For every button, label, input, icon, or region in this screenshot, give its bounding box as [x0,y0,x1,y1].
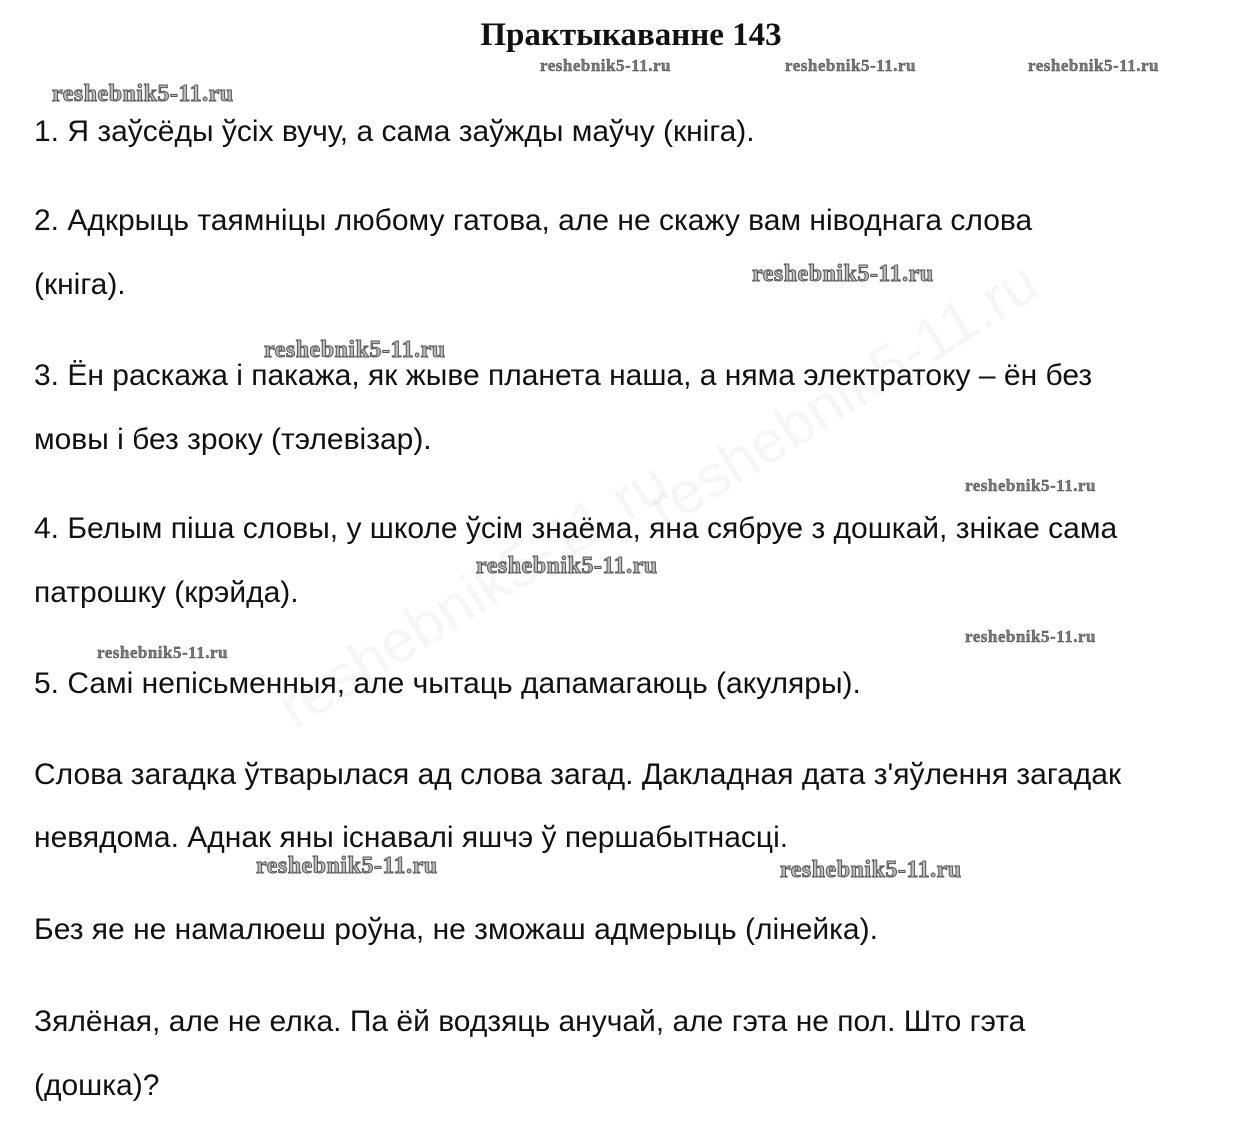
riddle-3-line-2: мовы і без зроку (тэлевізар). [34,423,432,456]
riddle-2-line-2: (кніга). [34,268,126,301]
riddle-4-line-1: 4. Белым пішa словы, у школе ўсім знаёма, яна сябруе з дошкай, знікае сама [34,512,1118,545]
watermark-text: reshebnik5-11.ru [256,853,438,879]
page-title: Практыкаванне 143 [480,17,782,53]
watermark-text: reshebnik5-11.ru [752,261,934,287]
riddle-3-line-1: 3. Ён раскажа і пакажа, як жыве планета наша, а няма электратоку – ён без [34,359,1093,392]
paragraph-line-2: невядома. Аднак яны існавалі яшчэ ў першабытнасці. [34,821,789,854]
watermark-text: reshebnik5-11.ru [780,857,962,883]
watermark-text: reshebnik5-11.ru [476,553,658,579]
watermark-text: reshebnik5-11.ru [1028,56,1159,75]
watermark-text: reshebnik5-11.ru [52,81,234,107]
watermark-text: reshebnik5-11.ru [965,476,1096,495]
paragraph-line-1: Слова загадка ўтварылася ад слова загад. Дакладная дата з'яўлення загадак [34,758,1122,791]
watermark-text: reshebnik5-11.ru [965,627,1096,646]
riddle-1-line: 1. Я заўсёды ўсіх вучу, а сама заўжды маўчу (кніга). [34,115,755,148]
riddle-6-line: Без яе не намалюеш роўна, не зможаш адмерыць (лінейка). [34,913,878,946]
riddle-7-line-1: Зялёная, але не елка. Па ёй водзяць анучай, але гэта не пол. Што гэта [34,1005,1026,1038]
riddle-5-line: 5. Самі непісьменныя, але чытаць дапамагаюць (акуляры). [34,667,861,700]
riddle-4-line-2: патрошку (крэйда). [34,576,299,609]
watermark-text: reshebnik5-11.ru [97,643,228,662]
watermark-text: reshebnik5-11.ru [785,56,916,75]
watermark-text: reshebnik5-11.ru [540,56,671,75]
riddle-2-line-1: 2. Адкрыць таямніцы любому гатова, але не скажу вам ніводнага слова [34,204,1033,237]
watermark-text: reshebnik5-11.ru [264,337,446,363]
riddle-7-line-2: (дошка)? [34,1069,160,1102]
